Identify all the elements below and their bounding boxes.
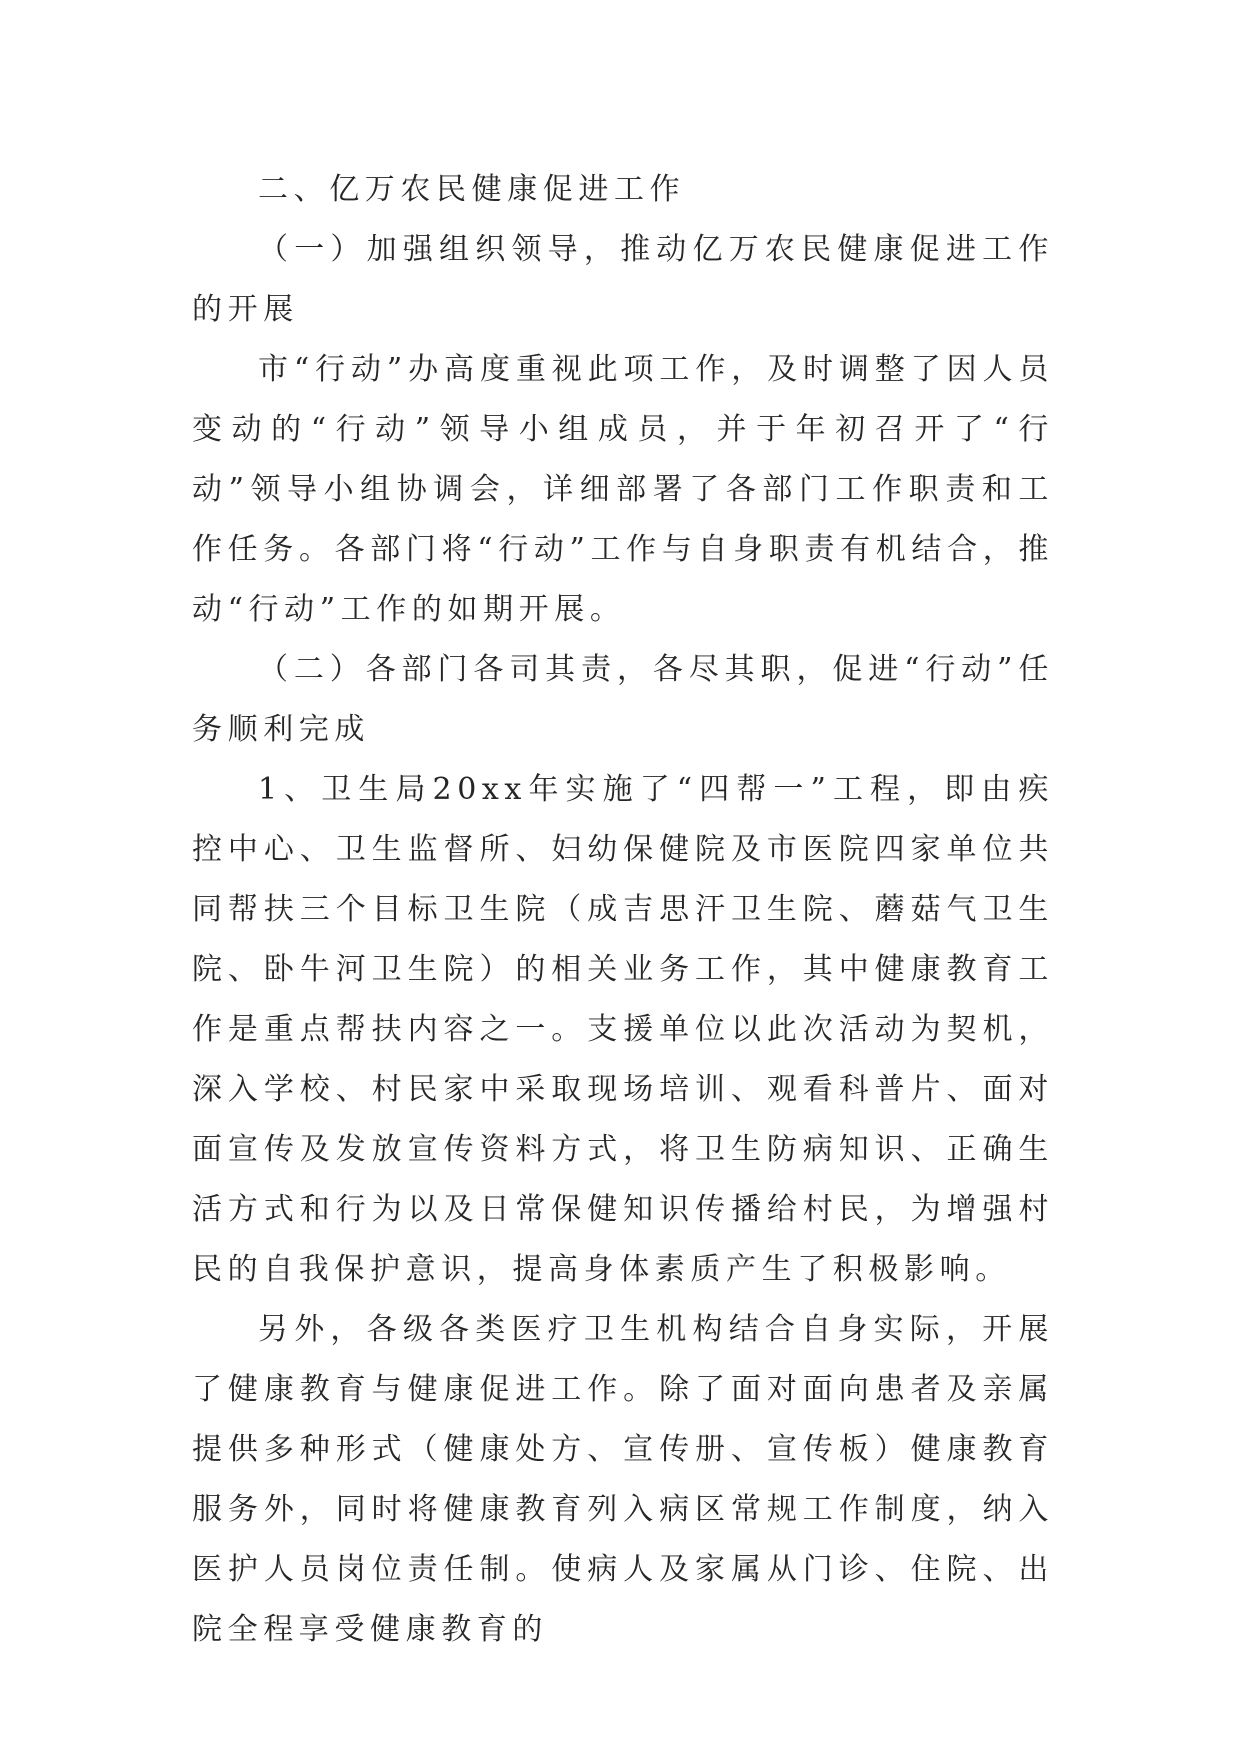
body-paragraph: 另外，各级各类医疗卫生机构结合自身实际，开展了健康教育与健康促进工作。除了面对面向患者及亲属提供多种形式（健康处方、宣传册、宣传板）健康教育服务外，同时将健康教育列入病区常规工作制度，纳入医护人员岗位责任制。使病人及家属从门诊、住院、出院全程享受健康教育的 xyxy=(192,1312,1054,1647)
subsection-heading-2: （二）各部门各司其责，各尽其职，促进“行动”任务顺利完成 xyxy=(192,652,1054,747)
subsection-heading-1: （一）加强组织领导，推动亿万农民健康促进工作的开展 xyxy=(192,232,1054,327)
body-paragraph: 1、卫生局20xx年实施了“四帮一”工程，即由疾控中心、卫生监督所、妇幼保健院及市医院四家单位共同帮扶三个目标卫生院（成吉思汗卫生院、蘑菇气卫生院、卧牛河卫生院）的相关业务工作，其中健康教育工作是重点帮扶内容之一。支援单位以此次活动为契机，深入学校、村民家中采取现场培训、观看科普片、面对面宣传及发放宣传资料方式，将卫生防病知识、正确生活方式和行为以及日常保健知识传播给村民，为增强村民的自我保护意识，提高身体素质产生了积极影响。 xyxy=(192,772,1054,1287)
document-body xyxy=(192,160,1054,1660)
body-paragraph: 市“行动”办高度重视此项工作，及时调整了因人员变动的“行动”领导小组成员，并于年初召开了“行动”领导小组协调会，详细部署了各部门工作职责和工作任务。各部门将“行动”工作与自身职责有机结合，推动“行动”工作的如期开展。 xyxy=(192,352,1054,627)
section-heading: 二、亿万农民健康促进工作 xyxy=(258,172,686,207)
